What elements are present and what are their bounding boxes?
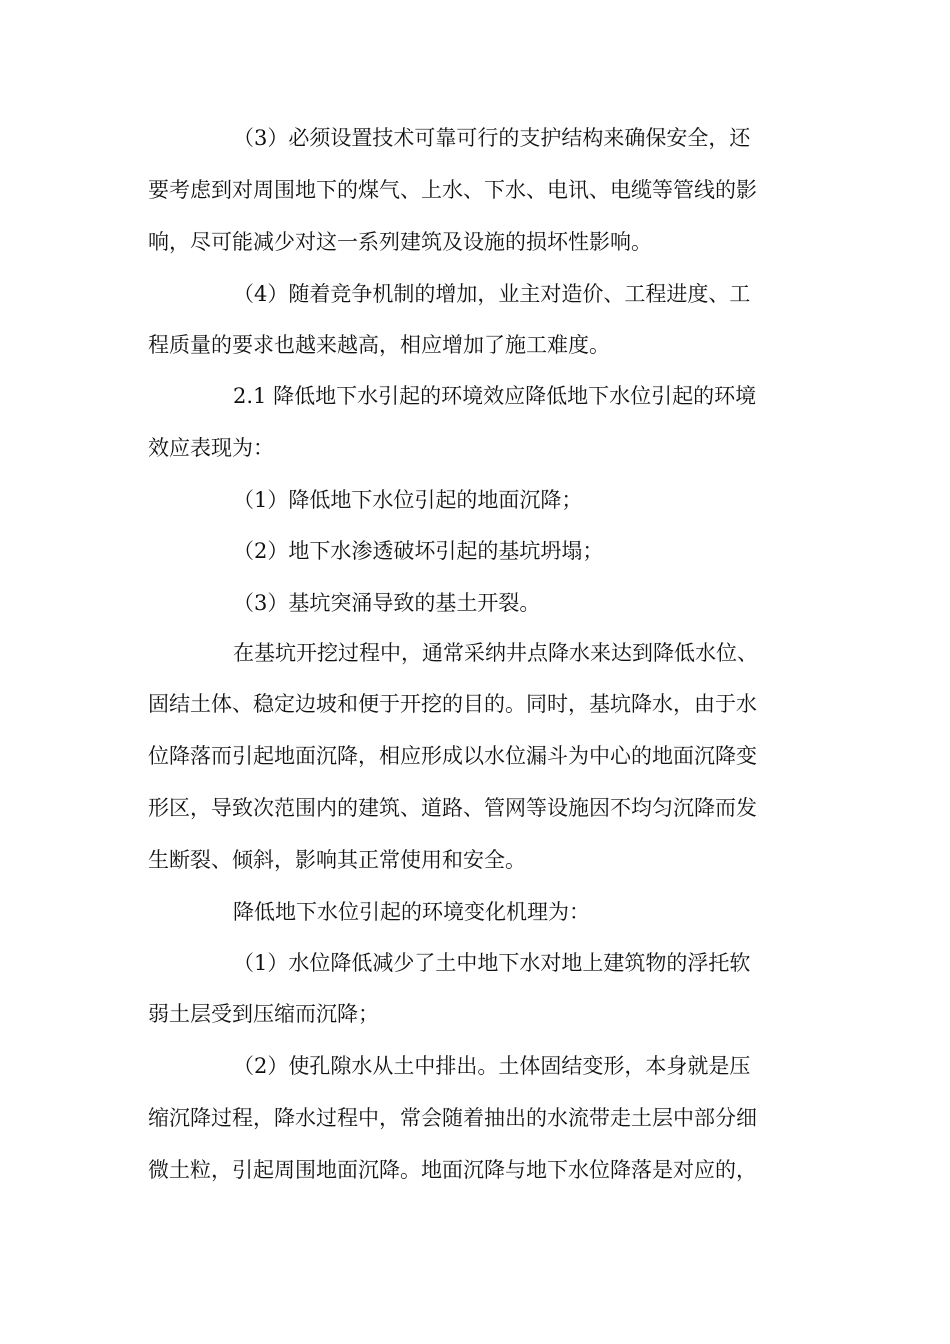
text-line: 响，尽可能减少对这一系列建筑及设施的损坏性影响。 <box>148 230 652 254</box>
list-item: （1）降低地下水位引起的地面沉降； <box>233 488 583 512</box>
text-line: （3）必须设置技术可靠可行的支护结构来确保安全，还 <box>233 126 751 150</box>
text-line: 要考虑到对周围地下的煤气、上水、下水、电讯、电缆等管线的影 <box>148 178 757 202</box>
text-line: 降低地下水位引起的环境变化机理为： <box>233 900 590 924</box>
text-line: 微土粒，引起周围地面沉降。地面沉降与地下水位降落是对应的， <box>148 1158 757 1182</box>
text-line: 程质量的要求也越来越高，相应增加了施工难度。 <box>148 333 610 357</box>
text-line: 缩沉降过程，降水过程中，常会随着抽出的水流带走土层中部分细 <box>148 1106 757 1130</box>
list-item: （3）基坑突涌导致的基土开裂。 <box>233 591 541 615</box>
section-heading: 2.1 降低地下水引起的环境效应降低地下水位引起的环境 <box>233 384 757 408</box>
text-line: 弱土层受到压缩而沉降； <box>148 1002 379 1026</box>
text-line: （4）随着竞争机制的增加，业主对造价、工程进度、工 <box>233 282 751 306</box>
text-line: 形区，导致次范围内的建筑、道路、管网等设施因不均匀沉降而发 <box>148 796 757 820</box>
text-line: 位降落而引起地面沉降，相应形成以水位漏斗为中心的地面沉降变 <box>148 744 757 768</box>
list-item: （1）水位降低减少了土中地下水对地上建筑物的浮托软 <box>233 951 751 975</box>
list-item: （2）地下水渗透破坏引起的基坑坍塌； <box>233 539 604 563</box>
text-line: 生断裂、倾斜，影响其正常使用和安全。 <box>148 848 526 872</box>
list-item: （2）使孔隙水从土中排出。土体固结变形，本身就是压 <box>233 1054 751 1078</box>
text-line: 效应表现为： <box>148 436 274 460</box>
text-line: 在基坑开挖过程中，通常采纳井点降水来达到降低水位、 <box>233 641 758 665</box>
text-line: 固结土体、稳定边坡和便于开挖的目的。同时，基坑降水，由于水 <box>148 692 757 716</box>
